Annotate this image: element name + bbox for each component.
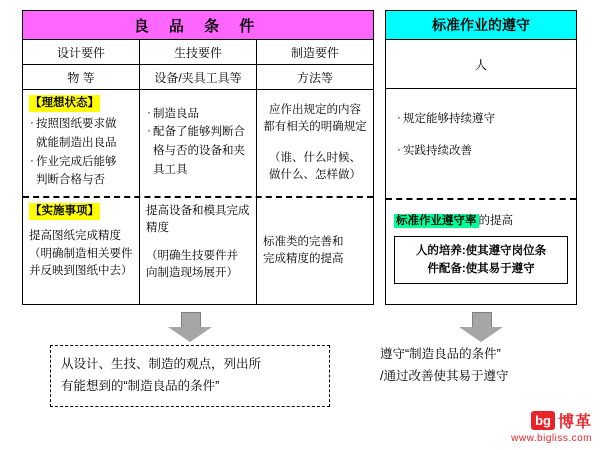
logo-name: 博革 (557, 414, 592, 431)
list-item: 格与否的设备和夹 (153, 145, 245, 157)
right-ideal-list (396, 111, 566, 176)
action-eng-line1: 提高设备和模具完成 (146, 205, 250, 217)
action-eng-line2: 精度 (146, 222, 169, 235)
ideal-state-mfg-line1: 应作出规定的内容 (269, 103, 361, 116)
column-header-manufacturing: 制造要件 (290, 45, 339, 60)
compliance-rate-suffix: 的提高 (478, 214, 513, 227)
list-item: · 实践持续改善 (396, 143, 566, 160)
bottom-left-callout (50, 345, 330, 407)
list-item: 具工具 (153, 163, 188, 176)
right-ideal-state-cell (386, 89, 576, 200)
subheader-equipment: 设备/夹具工具等 (140, 65, 257, 89)
right-action-cell (386, 200, 576, 305)
column-header-design: 设计要件 (23, 40, 140, 64)
right-table (385, 10, 577, 305)
action-items-row (23, 198, 373, 304)
left-table-column-headers (23, 40, 373, 65)
subheader-things: 物 等 (23, 65, 140, 89)
logo-url: www.bigliss.com (511, 433, 592, 444)
ideal-state-engineering-cell (140, 90, 257, 196)
list-item: · 配备了能够判断合 (146, 124, 250, 141)
arrow-down-right (459, 312, 503, 342)
bottom-right-line2: /通过改善使其易于遵守 (380, 368, 509, 383)
brand-logo (511, 409, 592, 444)
condition-label: 件配备: (427, 262, 466, 275)
people-development-label: 人的培养: (415, 244, 466, 257)
list-item: · 按照图纸要求做 (29, 116, 133, 133)
bottom-right-line1: 遵守“制造良品的条件” (380, 347, 501, 361)
compliance-rate-line (394, 212, 568, 228)
ideal-state-tag: 【理想状态】 (29, 95, 100, 112)
action-items-design-cell (23, 198, 140, 304)
ideal-state-design-list (29, 116, 133, 189)
ideal-state-mfg-line4: 做什么、怎样做） (269, 169, 361, 182)
action-items-manufacturing-cell (257, 198, 373, 304)
ideal-state-design-cell (23, 90, 140, 196)
ideal-state-row (23, 90, 373, 198)
list-item: · 规定能够持续遵守 (396, 111, 566, 128)
action-design-line2: （明确制造相关要件 (29, 247, 133, 260)
arrow-down-left (168, 312, 212, 342)
left-table-title: 良 品 条 件 (23, 11, 373, 40)
list-item: · 作业完成后能够 (29, 154, 133, 171)
ideal-state-engineering-list (146, 106, 250, 181)
left-table (22, 10, 374, 305)
ideal-state-manufacturing-cell (257, 90, 373, 196)
action-mfg-line1: 标准类的完善和 (263, 235, 344, 248)
right-table-subtitle: 人 (386, 40, 576, 89)
people-development-line1 (401, 242, 561, 260)
action-design-line1: 提高图纸完成精度 (29, 230, 121, 243)
column-header-engineering: 生技要件 (140, 40, 257, 64)
action-eng-line4: 向制造现场展开） (146, 266, 238, 279)
compliance-rate-highlight: 标准作业遵守率 (396, 214, 477, 227)
subheader-method: 方法等 (296, 70, 333, 85)
action-eng-line3: （明确生技要件并 (146, 249, 238, 262)
condition-value: 使其易于遵守 (465, 262, 535, 275)
bottom-right-callout (378, 340, 588, 402)
logo-mark-icon: bg (531, 411, 555, 430)
action-mfg-line2: 完成精度的提高 (263, 253, 344, 265)
ideal-state-mfg-line2: 都有相关的明确规定 (263, 120, 367, 133)
list-item: 就能制造出良品 (36, 136, 117, 149)
list-item: · 制造良品 (146, 106, 250, 123)
action-design-line3: 并反映到图纸中去） (29, 264, 133, 277)
bottom-left-line1: 从设计、生技、制造的观点，列出所 (61, 357, 262, 371)
arrow-head (168, 327, 212, 342)
people-development-value: 使其遵守岗位条 (465, 244, 547, 257)
action-items-tag: 【实施事项】 (29, 203, 100, 220)
left-table-subheaders (23, 65, 373, 90)
people-development-line2 (401, 260, 561, 278)
list-item: 判断合格与否 (36, 174, 105, 187)
right-table-title: 标准作业的遵守 (386, 11, 576, 40)
bottom-left-line2: 有能想到的“制造良品的条件” (61, 378, 220, 393)
action-items-engineering-cell (140, 198, 257, 304)
people-development-box (394, 236, 568, 285)
ideal-state-mfg-line3: （谁、什么时候、 (269, 152, 361, 164)
